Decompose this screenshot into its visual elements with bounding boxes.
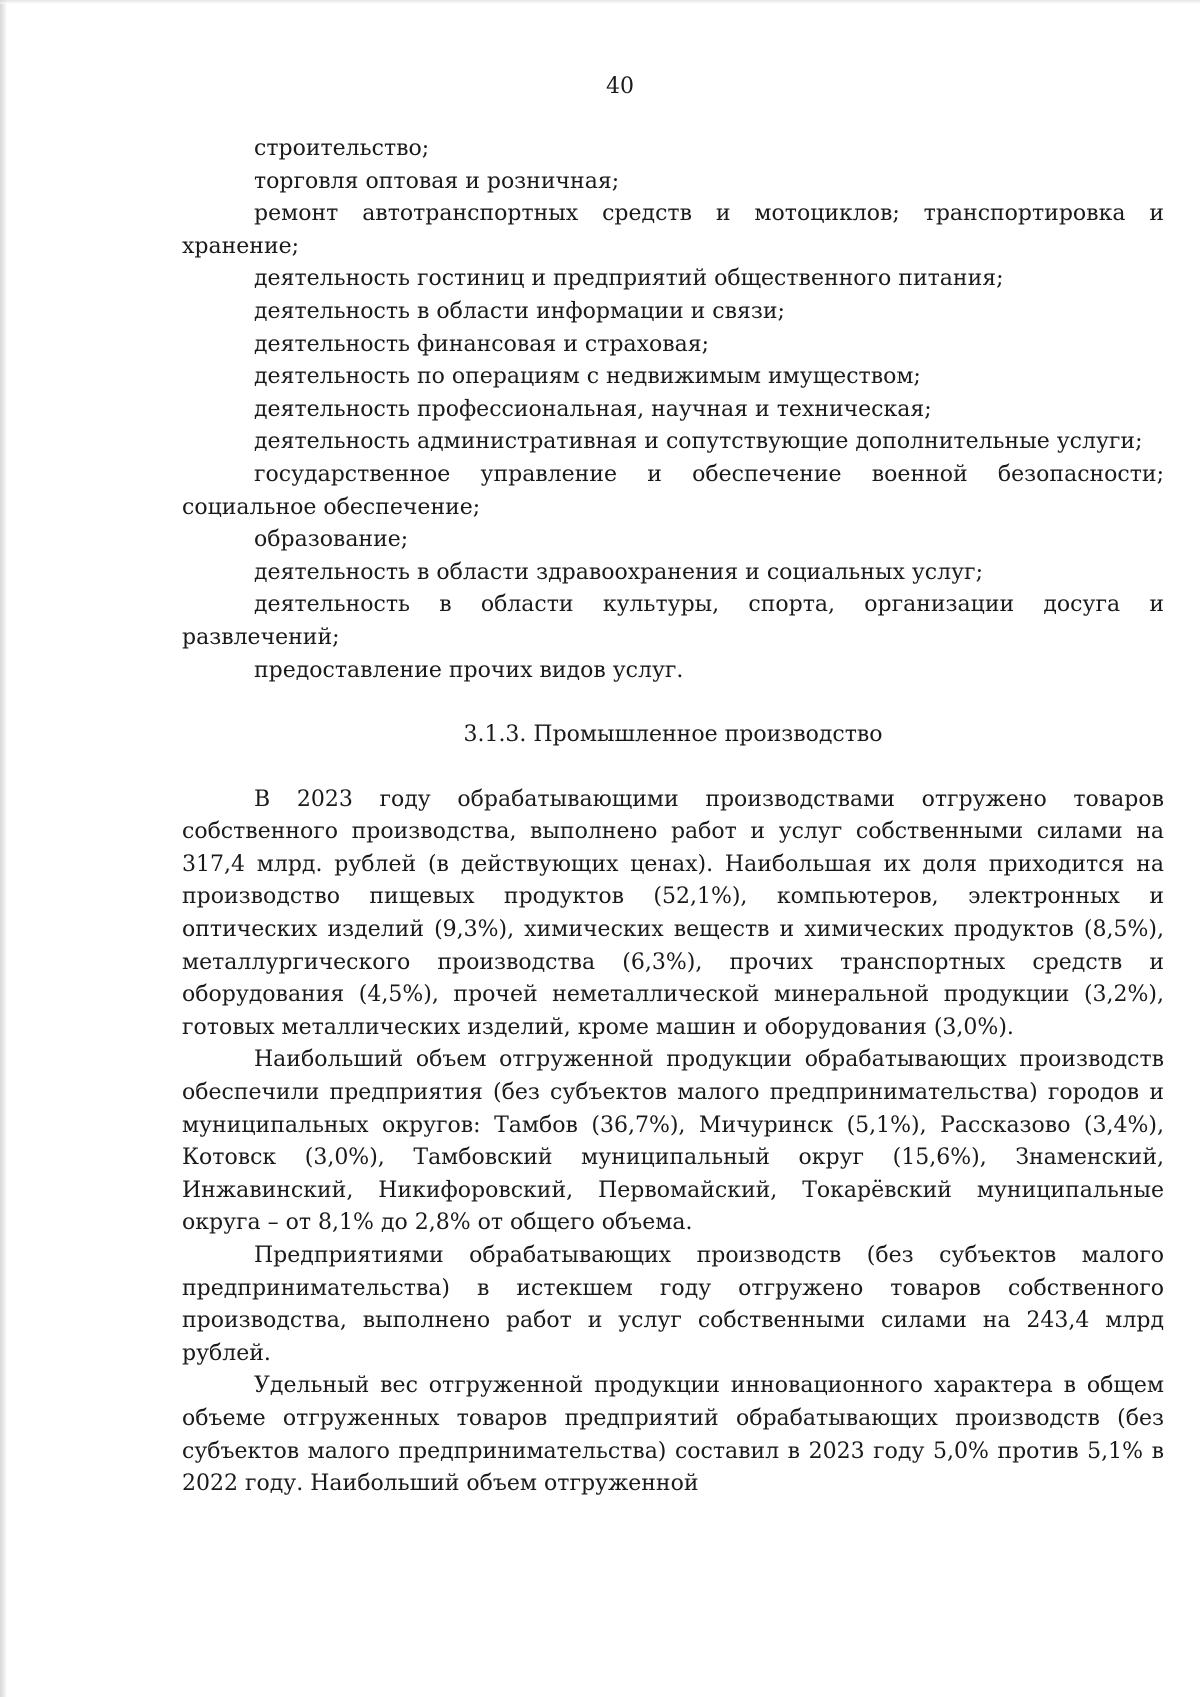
list-item: ремонт автотранспортных средств и мотоциклов; транспортировка и хранение;: [182, 201, 1164, 259]
section-body: [182, 784, 1164, 1501]
list-item: государственное управление и обеспечение военной безопасности; социальное обеспечение;: [182, 461, 1164, 520]
activity-list: [182, 133, 1164, 687]
list-item: деятельность в области информации и связи;: [254, 298, 785, 324]
list-item: образование;: [254, 527, 409, 553]
page-content: [182, 133, 1164, 1501]
scan-top-edge: [0, 0, 1200, 4]
list-item: деятельность финансовая и страховая;: [254, 331, 710, 357]
list-item: деятельность гостиниц и предприятий общественного питания;: [254, 266, 1004, 292]
scan-left-edge: [0, 0, 6, 1697]
paragraph: В 2023 году обрабатывающими производствами отгружено товаров собственного производства, выполнено работ и услуг собственными силами на 317,4 млрд. рублей (в действующих ценах). Наибольшая их доля приходится на производство пищевых продуктов (52,1%), компьютеров, электронных и оптических изделий (9,3%), химических веществ и химических продуктов (8,5%), металлургического производства (6,3%), прочих транспортных средств и оборудования (4,5%), прочей неметаллической минеральной продукции (3,2%), готовых металлических изделий, кроме машин и оборудования (3,0%).: [182, 786, 1164, 1040]
paragraph: Предприятиями обрабатывающих производств (без субъектов малого предпринимательства) в истекшем году отгружено товаров собственного производства, выполнено работ и услуг собственными силами на 243,4 млрд рублей.: [182, 1243, 1164, 1366]
list-item: деятельность административная и сопутствующие дополнительные услуги;: [254, 429, 1143, 455]
section-heading: 3.1.3. Промышленное производство: [463, 722, 883, 748]
list-item: торговля оптовая и розничная;: [254, 168, 620, 194]
list-item: строительство;: [254, 136, 430, 161]
list-item: деятельность профессиональная, научная и техническая;: [254, 396, 932, 422]
list-item: предоставление прочих видов услуг.: [254, 657, 684, 683]
page-number: 40: [606, 74, 634, 99]
list-item: деятельность в области культуры, спорта, организации досуга и развлечений;: [182, 592, 1164, 650]
paragraph: Удельный вес отгруженной продукции инновационного характера в общем объеме отгруженных товаров предприятий обрабатывающих производств (без субъектов малого предпринимательства) составил в 2023 году 5,0% против 5,1% в 2022 году. Наибольший объем отгруженной: [182, 1373, 1164, 1497]
paragraph: Наибольший объем отгруженной продукции обрабатывающих производств обеспечили предприятия (без субъектов малого предпринимательства) городов и муниципальных округов: Тамбов (36,7%), Мичуринск (5,1%), Рассказово (3,4%), Котовск (3,0%), Тамбовский муниципальный округ (15,6%), Знаменский, Инжавинский, Никифоровский, Первомайский, Токарёвский муниципальные округа – от 8,1% до 2,8% от общего объема.: [182, 1047, 1164, 1236]
list-item: деятельность по операциям с недвижимым имуществом;: [254, 364, 921, 390]
list-item: деятельность в области здравоохранения и социальных услуг;: [254, 559, 983, 585]
